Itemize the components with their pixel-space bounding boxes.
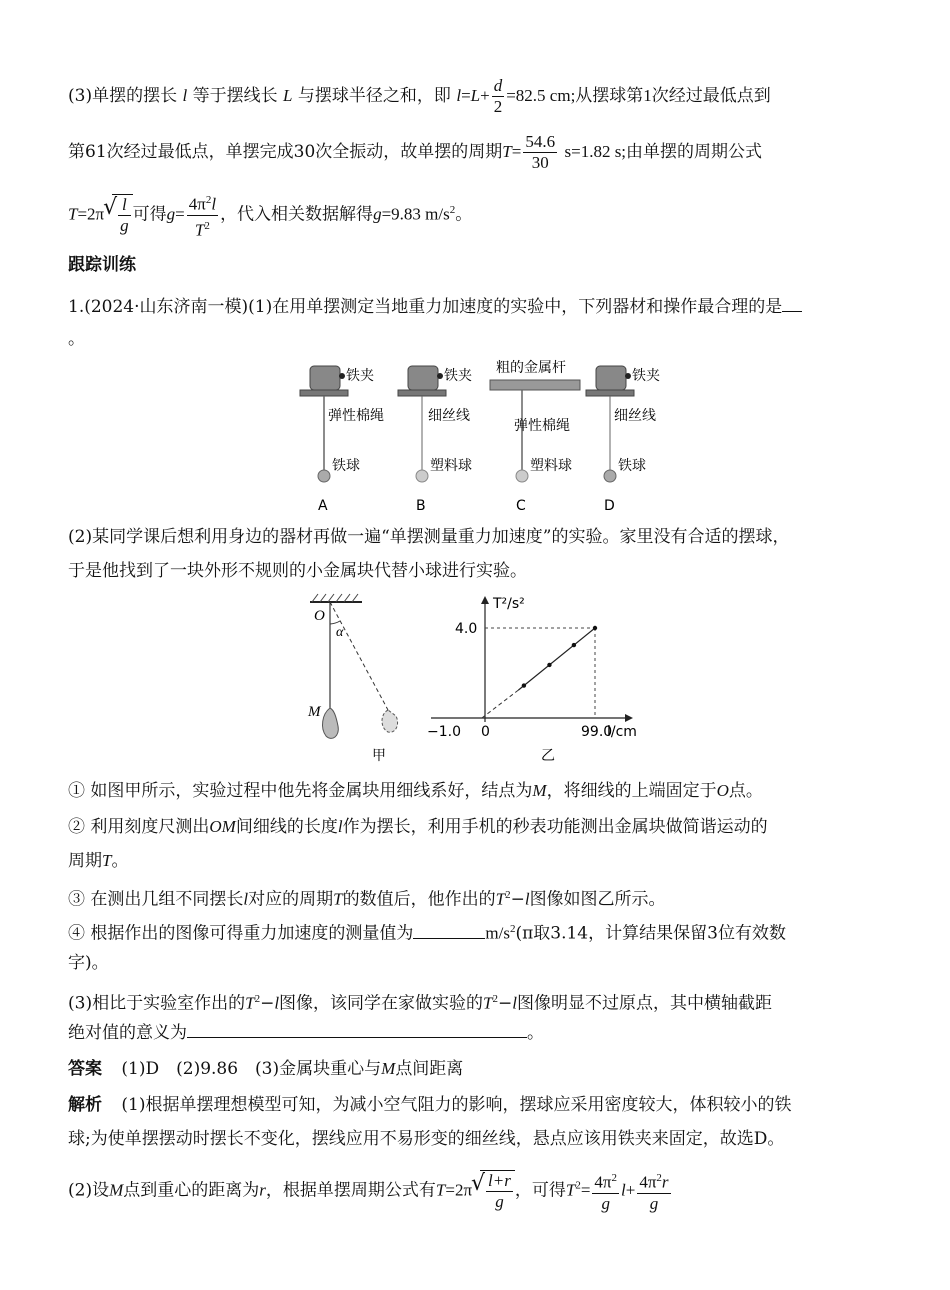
text: 可得	[132, 204, 167, 225]
text: =82.5 cm;从摆球第1次经过最低点到	[506, 86, 771, 105]
fraction-4pi2-over-g: $\frac{4\pi^2}{g}$	[592, 1168, 619, 1214]
caption-jia: 甲	[372, 748, 386, 764]
text: 。	[455, 204, 473, 225]
figure-jia	[300, 590, 420, 770]
analysis-line2: 球;为使单摆摆动时摆长不变化，摆线应用不易形变的细丝线，悬点应该用铁夹来固定，故选D。	[68, 1129, 785, 1149]
label-A-ball: 铁球	[332, 458, 360, 474]
label-B-string: 细丝线	[428, 408, 470, 424]
ball-D	[604, 470, 616, 482]
metal-block-displaced	[382, 710, 398, 732]
var-g: g	[373, 204, 382, 224]
answer-blank[interactable]	[413, 920, 485, 939]
label-D-string: 细丝线	[614, 408, 656, 424]
label-clip-D: 铁夹	[632, 368, 660, 384]
label-clip-B: 铁夹	[444, 368, 472, 384]
step3: ③ 在测出几组不同摆长l对应的周期T的数值后，他作出的$T^2-l$图像如图乙所示。	[68, 889, 666, 910]
step1: ① 如图甲所示，实验过程中他先将金属块用细线系好，结点为M，将细线的上端固定于O点。	[68, 781, 763, 801]
fit-line-extension	[482, 690, 518, 718]
fraction-4pi2r-over-g: $\frac{4\pi^2r}{g}$	[637, 1168, 670, 1214]
var-g: g	[166, 204, 176, 224]
text: =9.83 m/s	[381, 204, 450, 224]
x-axis-arrow	[625, 714, 633, 722]
answer-blank[interactable]	[782, 293, 802, 312]
data-point	[547, 663, 551, 667]
caption-yi: 乙	[541, 748, 555, 764]
option-A-label: A	[318, 498, 328, 514]
var-L: L	[283, 86, 293, 105]
analysis-line3: (2)设M点到重心的距离为r，根据单摆周期公式有T=2π √ $\frac{l+r}{g}$ ，可得$T^2=$ $\frac{4\pi^2}{g}$ l+ $\frac{4\pi^2r}{g}$	[68, 1168, 888, 1214]
var-T: T	[502, 142, 512, 161]
step4-line1: ④ 根据作出的图像可得重力加速度的测量值为 $m/s^2(\pi$取3.14，计算结果保留3位有效数	[68, 914, 888, 949]
step2-line1: ② 利用刻度尺测出OM间细线的长度l作为摆长，利用手机的秒表功能测出金属块做简谐运动的	[68, 817, 768, 837]
eq: =	[175, 204, 185, 224]
ball-B	[416, 470, 428, 482]
option-B-label: B	[416, 498, 426, 514]
label-A-string: 弹性棉绳	[328, 408, 384, 424]
option-D-label: D	[604, 498, 615, 514]
plus: +	[480, 86, 490, 105]
sqrt-icon: √	[103, 195, 118, 221]
figure-yi-chart	[425, 590, 655, 770]
label-alpha: α	[336, 625, 344, 640]
text: 第61次经过最低点，单摆完成30次全振动，故单摆的周期	[68, 142, 503, 162]
label-B-ball: 塑料球	[430, 458, 472, 474]
clip-A	[300, 366, 348, 396]
q1-line1: 1.(2024·山东济南一模)(1)在用单摆测定当地重力加速度的实验中，下列器材和操作最合理的是	[68, 292, 888, 322]
eq: =	[511, 142, 522, 161]
apparatus-figure	[290, 352, 690, 520]
analysis-line1: 解析 (1)根据单摆理想模型可知，为减小空气阻力的影响，摆球应采用密度较大，体积较小的铁	[68, 1095, 792, 1115]
x-tick-neg1: −1.0	[427, 724, 461, 740]
step4-line2: 字)。	[68, 953, 109, 973]
fraction-g: $\frac{4\pi^2l}{T^2}$	[187, 190, 218, 240]
var-l: l	[456, 86, 462, 105]
q3-line1: (3)相比于实验室作出的$T^2-l$图像，该同学在家做实验的$T^2-l$图像明显不过原点，其中横轴截距	[68, 993, 772, 1014]
string-displaced	[330, 602, 388, 710]
data-point	[593, 626, 597, 630]
ball-C	[516, 470, 528, 482]
y-axis-label: T²/s²	[493, 596, 525, 612]
var-l: l	[182, 86, 188, 105]
sqrt-l-plus-r-over-g: √ $\frac{l+r}{g}$	[480, 1170, 515, 1212]
label-C-string: 弹性棉绳	[514, 418, 570, 434]
ball-A	[318, 470, 330, 482]
fraction-period: $\frac{54.6}{30}$	[525, 132, 556, 172]
sqrt-icon: √	[471, 1170, 486, 1196]
q2-line1: (2)某同学课后想利用身边的器材再做一遍“单摆测量重力加速度”的实验。家里没有合适的摆球，	[68, 527, 790, 547]
q3-line2: 绝对值的意义为 。	[68, 1018, 888, 1048]
text: ，代入相关数据解得	[220, 204, 374, 225]
label-D-ball: 铁球	[618, 458, 646, 474]
var-L: L	[470, 86, 481, 105]
text: s=1.82 s;由单摆的周期公式	[564, 142, 763, 161]
q2-line2: 于是他找到了一块外形不规则的小金属块代替小球进行实验。	[68, 561, 527, 581]
text: 等于摆线长	[192, 86, 278, 106]
x-tick-99: 99.0	[581, 724, 613, 740]
fit-line	[518, 628, 595, 690]
text: 与摆球半径之和，即	[297, 86, 451, 106]
solution-p3-line1	[68, 76, 888, 117]
text: =2π	[77, 204, 105, 224]
y-axis-arrow	[481, 596, 489, 604]
sqrt-l-over-g: √ $\frac{l}{g}$	[112, 194, 133, 236]
solution-p3-line2	[68, 132, 888, 173]
x-tick-0: 0	[481, 724, 490, 740]
label-M: M	[308, 704, 321, 720]
section-title: 跟踪训练	[68, 255, 136, 275]
text: (3)单摆的摆长	[68, 86, 178, 106]
clip-D	[586, 366, 634, 396]
eq: =	[461, 86, 471, 105]
metal-rod	[490, 380, 580, 390]
solution-p3-line3: T=2π √ $\frac{l}{g}$ 可得g= $\frac{4\pi^2l}{T^2}$ ，代入相关数据解得g=9.83 $m/s^2$。	[68, 190, 888, 240]
answer-blank[interactable]	[187, 1019, 527, 1038]
metal-block	[323, 708, 339, 738]
data-point	[572, 643, 576, 647]
option-C-label: C	[516, 498, 526, 514]
clip-B	[398, 366, 446, 396]
label-C-ball: 塑料球	[530, 458, 572, 474]
label-O: O	[314, 608, 325, 624]
var-T: T	[68, 204, 78, 224]
fraction-d-over-2: $\frac{d}{2}$	[493, 76, 503, 116]
label-clip-A: 铁夹	[346, 368, 374, 384]
label-rod: 粗的金属杆	[496, 360, 566, 376]
y-tick-4: 4.0	[455, 621, 478, 637]
step2-line2: 周期T。	[68, 851, 129, 871]
x-axis-label: l/cm	[607, 724, 637, 740]
data-point	[522, 683, 526, 687]
answer-line: 答案 (1)D (2)9.86 (3)金属块重心与M点间距离	[68, 1059, 464, 1079]
q1-line2: 。	[68, 329, 85, 349]
